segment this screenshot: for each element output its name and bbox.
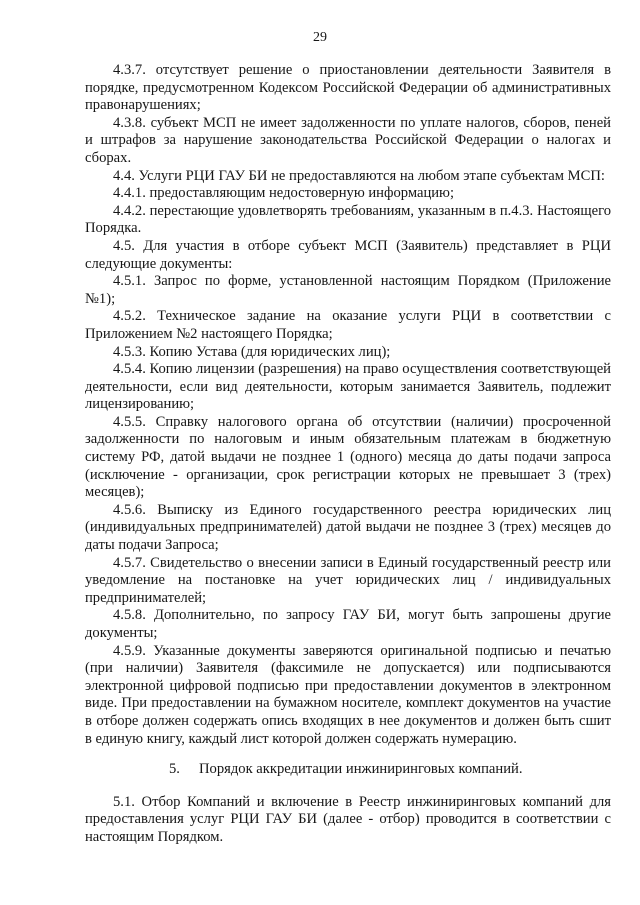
paragraph-4-4-2: 4.4.2. перестающие удовлетворять требованиям, указанным в п.4.3. Настоящего Порядка. (85, 202, 611, 237)
paragraph-4-5: 4.5. Для участия в отборе субъект МСП (Заявитель) представляет в РЦИ следующие документы: (85, 237, 611, 272)
paragraph-4-5-1: 4.5.1. Запрос по форме, установленной настоящим Порядком (Приложение №1); (85, 273, 611, 307)
paragraph-4-3-7: 4.3.7. отсутствует решение о приостановлении деятельности Заявителя в порядке, предусмотренном Кодексом Российской Федерации об административных правонарушениях; (85, 62, 611, 114)
paragraph-4-4: 4.4. Услуги РЦИ ГАУ БИ не предоставляются на любом этапе субъектам МСП: (113, 167, 605, 184)
document-body (85, 62, 611, 847)
paragraph-4-5-9: 4.5.9. Указанные документы заверяются оригинальной подписью и печатью (при наличии) Заявителя (факсимиле не допускается) или подписываются электронной цифровой подписью при предоставлении документов в электронном виде. При предоставлении на бумажном носителе, комплект документов на участие в отборе должен содержать опись входящих в нее документов и должен быть сшит в единую книгу, каждый лист которой должен содержать нумерацию. (85, 642, 611, 747)
page-number: 29 (313, 30, 327, 45)
section-title: Порядок аккредитации инжиниринговых компаний. (199, 761, 523, 778)
section-number: 5. (169, 761, 180, 778)
paragraph-4-5-2: 4.5.2. Техническое задание на оказание услуги РЦИ в соответствии с Приложением №2 настоящего Порядка; (85, 308, 611, 342)
paragraph-4-5-4: 4.5.4. Копию лицензии (разрешения) на право осуществления соответствующей деятельности, если вид деятельности, которым занимается Заявитель, подлежит лицензированию; (85, 361, 611, 413)
paragraph-4-5-6: 4.5.6. Выписку из Единого государственного реестра юридических лиц (индивидуальных предпринимателей) датой выдачи не позднее 3 (трех) месяцев до даты подачи Запроса; (85, 501, 611, 554)
paragraph-4-5-3: 4.5.3. Копию Устава (для юридических лиц); (113, 343, 391, 360)
paragraph-4-4-1: 4.4.1. предоставляющим недостоверную информацию; (113, 185, 455, 202)
paragraph-5-1: 5.1. Отбор Компаний и включение в Реестр инжиниринговых компаний для предоставления услуг РЦИ ГАУ БИ (далее - отбор) проводится в соответствии с настоящим Порядком. (85, 793, 611, 845)
paragraph-4-5-8: 4.5.8. Дополнительно, по запросу ГАУ БИ, могут быть запрошены другие документы; (85, 607, 611, 641)
paragraph-4-5-7: 4.5.7. Свидетельство о внесении записи в Единый государственный реестр или уведомление на постановке на учет юридических лиц / индивидуальных предпринимателей; (85, 554, 611, 606)
paragraph-4-5-5: 4.5.5. Справку налогового органа об отсутствии (наличии) просроченной задолженности по налоговым и иным обязательным платежам в бюджетную систему РФ, датой выдачи не позднее 1 (одного) месяца до даты подачи запроса (исключение - организации, срок регистрации которых не превышает 3 (трех) месяцев); (85, 413, 611, 501)
section-heading (85, 761, 611, 779)
paragraph-4-3-8: 4.3.8. субъект МСП не имеет задолженности по уплате налогов, сборов, пеней и штрафов за нарушение законодательства Российской Федерации о налогах и сборах. (85, 114, 611, 166)
